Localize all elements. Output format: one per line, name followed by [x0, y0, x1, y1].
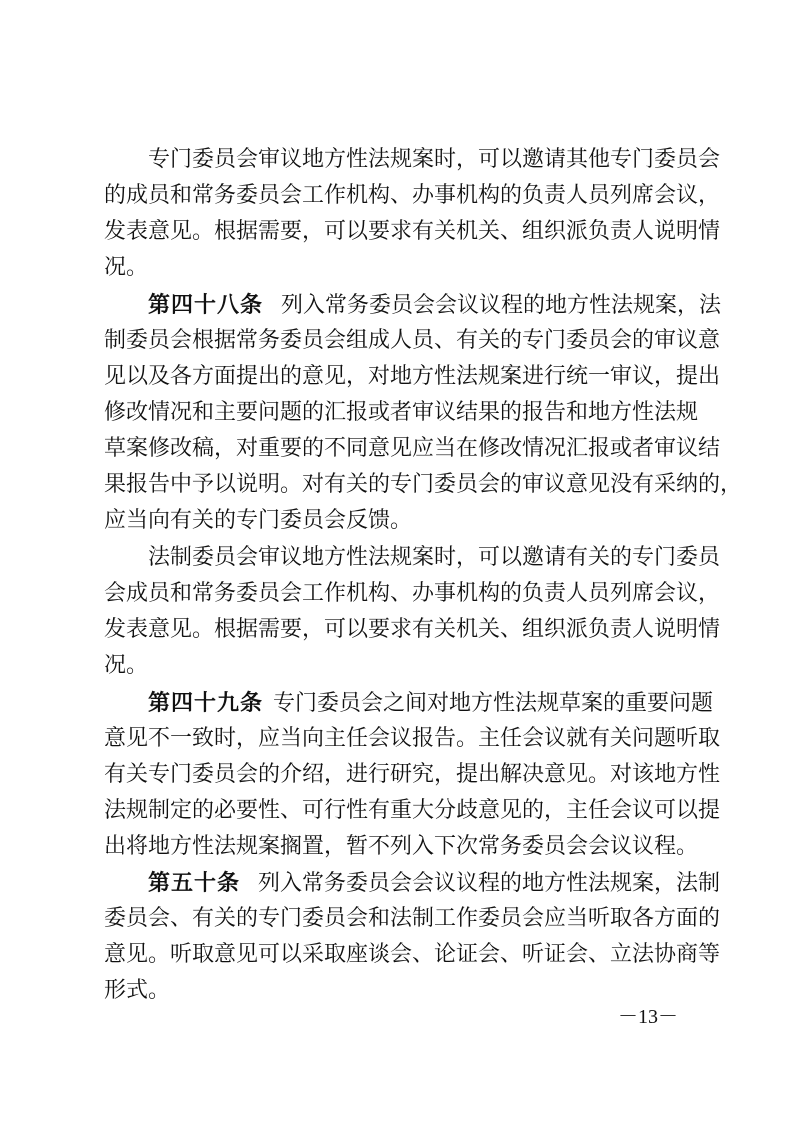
text-line: 应当向有关的专门委员会反馈。 — [104, 508, 413, 533]
text-line: 况。 — [104, 653, 149, 678]
text-line: 列入常务委员会会议议程的地方性法规案，法制 — [258, 871, 721, 896]
text-line: 果报告中予以说明。对有关的专门委员会的审议意见没有采纳的， — [104, 472, 743, 497]
text-line: 草案修改稿，对重要的不同意见应当在修改情况汇报或者审议结 — [104, 436, 721, 461]
text-line: 发表意见。根据需要，可以要求有关机关、组织派负责人说明情 — [104, 219, 721, 244]
text-line: 法规制定的必要性、可行性有重大分歧意见的，主任会议可以提 — [104, 798, 721, 823]
text-line: 专门委员会之间对地方性法规草案的重要问题 — [273, 691, 714, 716]
text-line: 意见。听取意见可以采取座谈会、论证会、听证会、立法协商等 — [104, 942, 721, 967]
article-heading: 第四十八条 — [148, 292, 264, 318]
text-line: 法制委员会审议地方性法规案时，可以邀请有关的专门委员 — [148, 545, 721, 570]
text-line: 的成员和常务委员会工作机构、办事机构的负责人员列席会议， — [104, 183, 721, 208]
article-paragraph-first-line — [148, 865, 720, 901]
text-line: 会成员和常务委员会工作机构、办事机构的负责人员列席会议， — [104, 581, 721, 606]
article-heading: 第四十九条 — [148, 690, 264, 716]
article-heading: 第五十条 — [148, 870, 241, 896]
page-number: －13－ — [618, 1006, 678, 1028]
text-line: 制委员会根据常务委员会组成人员、有关的专门委员会的审议意 — [104, 328, 721, 353]
text-line: 委员会、有关的专门委员会和法制工作委员会应当听取各方面的 — [104, 906, 721, 931]
text-line: 发表意见。根据需要，可以要求有关机关、组织派负责人说明情 — [104, 617, 721, 642]
text-line: 有关专门委员会的介绍，进行研究，提出解决意见。对该地方性 — [104, 762, 721, 787]
text-line: 况。 — [104, 255, 149, 280]
text-line: 见以及各方面提出的意见，对地方性法规案进行统一审议，提出 — [104, 364, 721, 389]
article-paragraph-first-line — [148, 287, 721, 323]
text-line: 出将地方性法规案搁置，暂不列入下次常务委员会会议议程。 — [104, 834, 699, 859]
text-line: 形式。 — [104, 978, 171, 1003]
text-line: 修改情况和主要问题的汇报或者审议结果的报告和地方性法规 — [104, 400, 699, 425]
text-line: 专门委员会审议地方性法规案时，可以邀请其他专门委员会 — [148, 147, 721, 172]
text-line: 意见不一致时，应当向主任会议报告。主任会议就有关问题听取 — [104, 726, 721, 751]
text-line: 列入常务委员会会议议程的地方性法规案，法 — [281, 293, 722, 318]
article-paragraph-first-line — [148, 685, 713, 721]
